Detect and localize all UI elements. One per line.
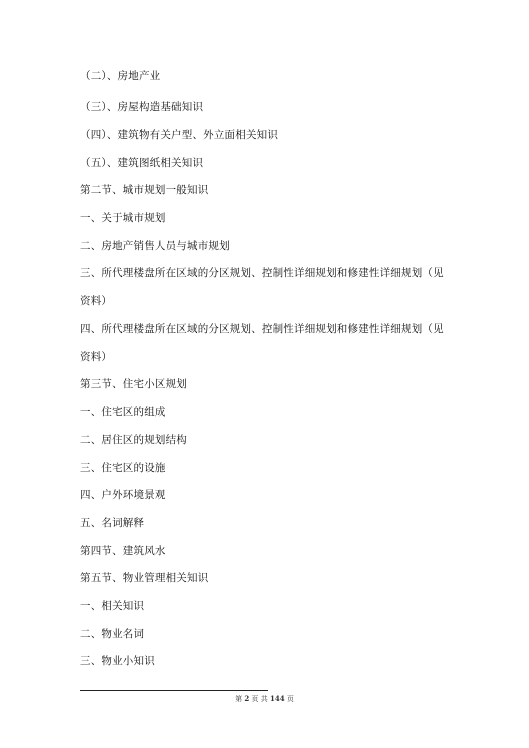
outline-line: 五、名词解释 bbox=[80, 517, 145, 529]
outline-line-continued: 资料） bbox=[80, 295, 113, 307]
outline-line: 三、物业小知识 bbox=[80, 655, 155, 667]
section-heading: 第三节、住宅小区规划 bbox=[80, 378, 187, 390]
total-pages-number: 144 bbox=[269, 694, 285, 703]
outline-line: （二）、房地产业 bbox=[80, 70, 161, 82]
outline-line: 二、物业名词 bbox=[80, 628, 145, 640]
footer-divider bbox=[80, 690, 268, 691]
outline-line: 二、居住区的规划结构 bbox=[80, 434, 187, 446]
section-heading: 第四节、建筑风水 bbox=[80, 545, 166, 557]
outline-line: 三、住宅区的设施 bbox=[80, 462, 166, 474]
footer-suffix: 页 bbox=[286, 695, 294, 703]
outline-line: （五）、建筑图纸相关知识 bbox=[80, 157, 204, 169]
outline-line: 三、所代理楼盘所在区域的分区规划、控制性详细规划和修建性详细规划（见 bbox=[80, 267, 444, 279]
outline-line: 一、相关知识 bbox=[80, 600, 145, 612]
outline-line: 四、户外环境景观 bbox=[80, 489, 166, 501]
outline-line: 一、关于城市规划 bbox=[80, 212, 166, 224]
footer-middle: 页 共 bbox=[251, 695, 268, 703]
outline-line: （三）、房屋构造基础知识 bbox=[80, 101, 204, 113]
outline-line: 一、住宅区的组成 bbox=[80, 406, 166, 418]
outline-line-continued: 资料） bbox=[80, 351, 113, 363]
current-page-number: 2 bbox=[244, 694, 250, 703]
footer-prefix: 第 bbox=[235, 695, 243, 703]
section-heading: 第二节、城市规划一般知识 bbox=[80, 184, 209, 196]
outline-line: 二、房地产销售人员与城市规划 bbox=[80, 240, 230, 252]
section-heading: 第五节、物业管理相关知识 bbox=[80, 572, 209, 584]
outline-line: 四、所代理楼盘所在区域的分区规划、控制性详细规划和修建性详细规划（见 bbox=[80, 323, 444, 335]
outline-line: （四）、建筑物有关户型、外立面相关知识 bbox=[80, 129, 279, 141]
page-footer bbox=[0, 694, 529, 704]
